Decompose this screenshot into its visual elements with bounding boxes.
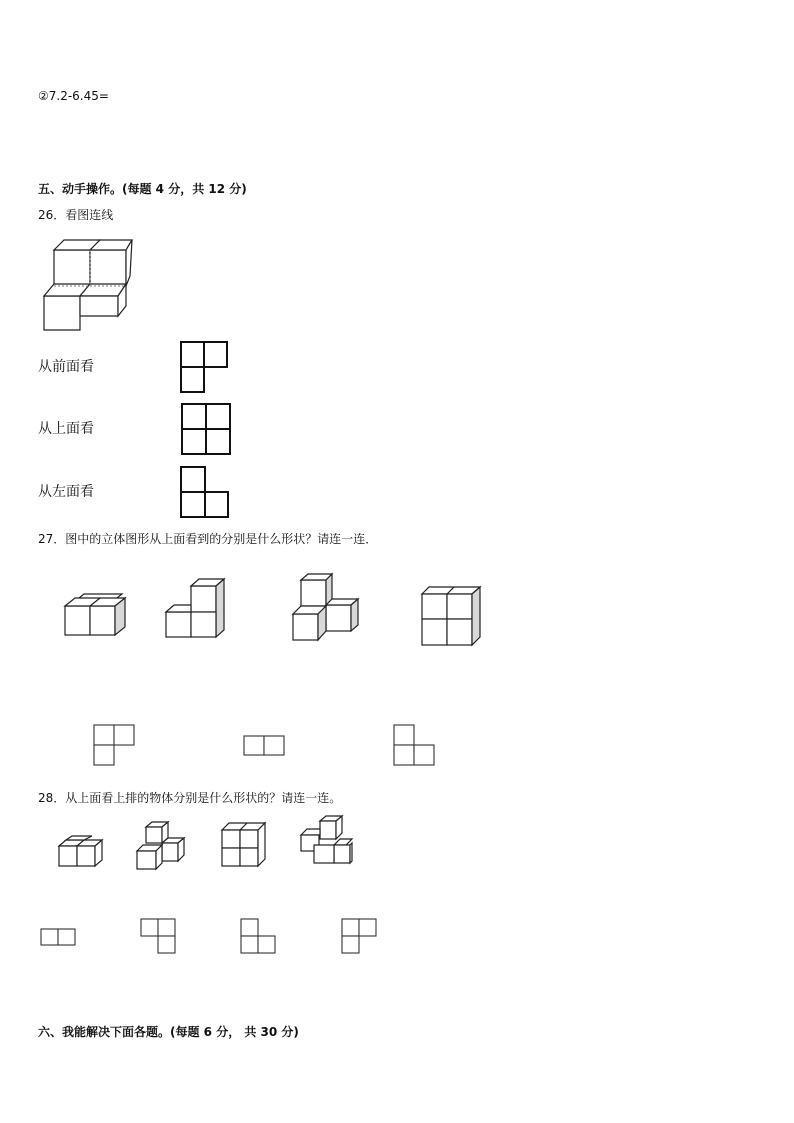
q28-solid-2 (136, 821, 188, 871)
q27-shape-L-bottom-right (393, 724, 435, 766)
label-left-view: 从左面看 (38, 484, 94, 500)
q26-shape-L-top-right (180, 341, 228, 393)
q28-shape-L-top-left (140, 918, 176, 954)
q27-shape-L-top-right (93, 724, 135, 766)
q28-solid-1 (58, 836, 104, 868)
section5-heading: 五、动手操作。(每题 4 分，共 12 分) (38, 182, 247, 196)
label-top-view: 从上面看 (38, 421, 94, 437)
section6-heading: 六、我能解决下面各题。(每题 6 分， 共 30 分) (38, 1025, 299, 1039)
q26-solid-figure (38, 236, 133, 332)
q27-solid-3 (292, 573, 362, 641)
q27-shape-two-squares (243, 735, 285, 756)
q27-solid-1 (64, 594, 126, 637)
q27-solid-4 (421, 586, 483, 646)
q28-solid-4 (300, 815, 354, 869)
q28-shape-L-bottom-right (240, 918, 276, 954)
q26-shape-2x2-square (181, 403, 231, 455)
q28-shape-two-squares (40, 928, 76, 946)
label-front-view: 从前面看 (38, 359, 94, 375)
q26-shape-L-bottom-right (180, 466, 229, 518)
q26-title: 26．看图连线 (38, 208, 114, 222)
q28-title: 28．从上面看上排的物体分别是什么形状的？请连一连。 (38, 791, 342, 805)
q28-solid-3 (221, 822, 267, 868)
q28-shape-L-top-right (341, 918, 377, 954)
q27-solid-2 (165, 578, 227, 639)
q27-title: 27．图中的立体图形从上面看到的分别是什么形状？请连一连． (38, 532, 378, 546)
calc-line: ②7.2-6.45= (38, 89, 109, 103)
